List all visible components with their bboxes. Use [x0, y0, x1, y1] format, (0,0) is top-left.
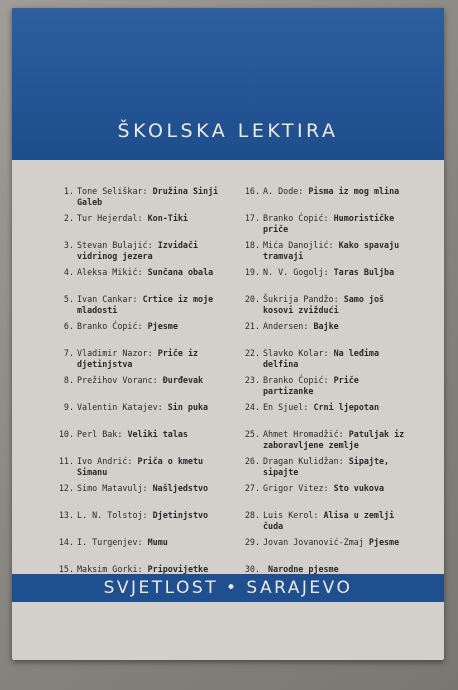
- book-author: Grigor Vitez:: [263, 483, 329, 493]
- book-list-item: [56, 321, 226, 343]
- book-number: 26.: [244, 456, 260, 466]
- book-title: Pjesme: [147, 321, 178, 331]
- book-title: Taras Buljba: [333, 267, 395, 277]
- book-title: Priča o kmetu Simanu: [77, 456, 209, 477]
- book-entry-text: [77, 483, 226, 505]
- book-list-item: [242, 375, 412, 397]
- book-list-item: [56, 375, 226, 397]
- book-number: 17.: [244, 213, 260, 223]
- book-entry-text: [77, 348, 226, 370]
- book-author: Ahmet Hromadžić:: [263, 429, 344, 439]
- book-number: 5.: [63, 294, 74, 304]
- book-entry-text: [263, 321, 412, 343]
- book-title: Bajke: [313, 321, 339, 331]
- book-entry-text: [263, 375, 412, 397]
- book-number: 16.: [244, 186, 260, 196]
- book-author: En Sjuel:: [263, 402, 309, 412]
- book-number: 25.: [244, 429, 260, 439]
- book-list-item: [56, 240, 226, 262]
- book-title: Družina Sinji Galeb: [77, 186, 224, 207]
- book-list-item: [56, 294, 226, 316]
- book-author: Šukrija Pandžo:: [263, 294, 339, 304]
- book-number: 22.: [244, 348, 260, 358]
- book-author: Branko Ćopić:: [263, 213, 329, 223]
- book-author: Stevan Bulajić:: [77, 240, 153, 250]
- book-number: 19.: [244, 267, 260, 277]
- book-list-item: [56, 510, 226, 532]
- bottom-blue-band: [12, 574, 444, 602]
- book-author: Slavko Kolar:: [263, 348, 329, 358]
- book-number: 9.: [63, 402, 74, 412]
- book-number: 1.: [63, 186, 74, 196]
- book-number: 3.: [63, 240, 74, 250]
- book-entry-text: [77, 402, 226, 424]
- book-entry-text: [263, 294, 412, 316]
- book-list-item: [56, 348, 226, 370]
- book-entry-text: [77, 537, 226, 559]
- book-entry-text: [77, 510, 226, 532]
- book-author: Luis Kerol:: [263, 510, 319, 520]
- book-title: Crtice iz moje mladosti: [77, 294, 219, 315]
- book-number: 10.: [58, 429, 74, 439]
- publisher-name: SVJETLOST • SARAJEVO: [103, 578, 353, 598]
- book-entry-text: [77, 429, 226, 451]
- book-title: Mumu: [147, 537, 168, 547]
- book-author: Valentin Katajev:: [77, 402, 163, 412]
- book-list-item: [56, 429, 226, 451]
- book-number: 7.: [63, 348, 74, 358]
- book-entry-text: [77, 240, 226, 262]
- book-list-left-column: [56, 186, 226, 591]
- book-author: Tone Seliškar:: [77, 186, 148, 196]
- book-number: 11.: [58, 456, 74, 466]
- book-number: 6.: [63, 321, 74, 331]
- book-author: Maksim Gorki:: [77, 564, 143, 574]
- book-list-item: [242, 348, 412, 370]
- book-author: Ivan Cankar:: [77, 294, 138, 304]
- book-number: 13.: [58, 510, 74, 520]
- book-list-item: [242, 267, 412, 289]
- book-number: 2.: [63, 213, 74, 223]
- book-title: Sin puka: [167, 402, 209, 412]
- book-number: 12.: [58, 483, 74, 493]
- book-list-right-column: [242, 186, 412, 591]
- book-list-item: [242, 483, 412, 505]
- book-author: Branko Ćopić:: [263, 375, 329, 385]
- book-entry-text: [263, 510, 412, 532]
- book-entry-text: [77, 321, 226, 343]
- book-entry-text: [263, 240, 412, 262]
- book-title: Veliki talas: [127, 429, 188, 439]
- book-list-item: [56, 186, 226, 208]
- book-list-item: [56, 213, 226, 235]
- book-entry-text: [77, 294, 226, 316]
- book-list-item: [56, 402, 226, 424]
- book-list-item: [242, 537, 412, 559]
- book-entry-text: [77, 213, 226, 235]
- book-author: Dragan Kulidžan:: [263, 456, 344, 466]
- book-title: Djetinjstvo: [152, 510, 209, 520]
- book-title: Kako spavaju tramvaji: [263, 240, 405, 261]
- book-author: Mića Danojlić:: [263, 240, 334, 250]
- book-number: 23.: [244, 375, 260, 385]
- book-number: 14.: [58, 537, 74, 547]
- book-author: I. Turgenjev:: [77, 537, 143, 547]
- book-author: Simo Matavulj:: [77, 483, 148, 493]
- book-author: N. V. Gogolj:: [263, 267, 329, 277]
- book-title: Alisa u zemlji čuda: [263, 510, 400, 531]
- top-blue-band: [12, 8, 444, 160]
- book-number: 30.: [244, 564, 260, 574]
- book-title: Humorističke priče: [263, 213, 400, 234]
- book-number: 8.: [63, 375, 74, 385]
- book-author: Prežihov Voranc:: [77, 375, 158, 385]
- book-entry-text: [263, 483, 412, 505]
- book-title: Kon-Tiki: [147, 213, 188, 223]
- book-list-item: [56, 267, 226, 289]
- book-title: Našljedstvo: [152, 483, 209, 493]
- book-title: Priče iz djetinjstva: [77, 348, 204, 369]
- book-title: Pjesme: [368, 537, 400, 547]
- book-number: 28.: [244, 510, 260, 520]
- book-list-item: [242, 321, 412, 343]
- book-list-item: [56, 483, 226, 505]
- book-author: Branko Ćopić:: [77, 321, 143, 331]
- book-entry-text: [77, 186, 226, 208]
- book-title: Samo još kosovi zviždući: [263, 294, 390, 315]
- book-list-item: [242, 213, 412, 235]
- book-entry-text: [263, 267, 412, 289]
- book-list-item: [242, 429, 412, 451]
- book-author: Vladimir Nazor:: [77, 348, 153, 358]
- book-author: Perl Bak:: [77, 429, 123, 439]
- book-title: Sto vukova: [333, 483, 385, 493]
- book-list-item: [242, 456, 412, 478]
- book-number: 4.: [63, 267, 74, 277]
- book-author: Aleksa Mikić:: [77, 267, 143, 277]
- book-entry-text: [77, 456, 226, 478]
- book-list-item: [242, 294, 412, 316]
- book-number: 21.: [244, 321, 260, 331]
- book-title: Izvidači vidrinog jezera: [77, 240, 204, 261]
- book-list-item: [242, 240, 412, 262]
- book-list-item: [242, 186, 412, 208]
- book-entry-text: [263, 348, 412, 370]
- book-entry-text: [263, 429, 412, 451]
- book-entry-text: [263, 213, 412, 235]
- book-number: 24.: [244, 402, 260, 412]
- book-title: Pisma iz mog mlina: [308, 186, 400, 196]
- book-author: L. N. Tolstoj:: [77, 510, 148, 520]
- book-author: Tur Hejerdal:: [77, 213, 143, 223]
- book-number: 29.: [244, 537, 260, 547]
- book-title: Sipajte, sipajte: [263, 456, 395, 477]
- book-back-cover: [12, 8, 444, 660]
- book-title: Đurđevak: [162, 375, 204, 385]
- book-title: Narodne pjesme: [268, 564, 339, 574]
- book-entry-text: [263, 456, 412, 478]
- book-number: 15.: [58, 564, 74, 574]
- book-entry-text: [77, 267, 226, 289]
- book-title: Sunčana obala: [147, 267, 214, 277]
- book-author: A. Dode:: [263, 186, 304, 196]
- book-title: Pripovijetke: [147, 564, 209, 574]
- book-number: 20.: [244, 294, 260, 304]
- book-author: Andersen:: [263, 321, 309, 331]
- book-author: Jovan Jovanović-Zmaj: [263, 537, 364, 547]
- book-list-item: [242, 510, 412, 532]
- book-title: Priče partizanke: [263, 375, 364, 396]
- book-entry-text: [263, 186, 412, 208]
- book-entry-text: [263, 402, 412, 424]
- book-number: 18.: [244, 240, 260, 250]
- series-title: ŠKOLSKA LEKTIRA: [117, 120, 339, 142]
- book-list-item: [242, 402, 412, 424]
- book-list: [56, 186, 420, 574]
- book-number: 27.: [244, 483, 260, 493]
- book-entry-text: [263, 537, 412, 559]
- book-list-item: [56, 537, 226, 559]
- book-title: Na leđima delfina: [263, 348, 385, 369]
- book-title: Crni ljepotan: [313, 402, 379, 412]
- book-title: Patuljak iz zaboravljene zemlje: [263, 429, 410, 450]
- book-list-item: [56, 456, 226, 478]
- book-entry-text: [77, 375, 226, 397]
- book-author: Ivo Andrić:: [77, 456, 133, 466]
